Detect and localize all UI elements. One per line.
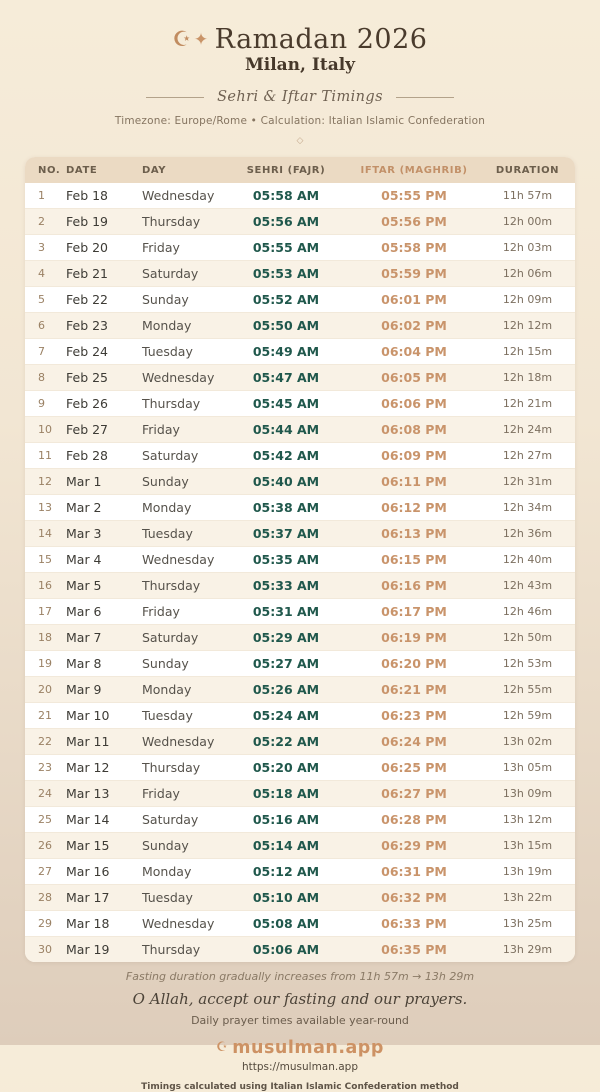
table-row xyxy=(25,365,575,391)
timings-card xyxy=(25,157,575,962)
cell-row-number: 15 xyxy=(25,547,66,573)
cell-row-number: 11 xyxy=(25,443,66,469)
cell-row-number: 13 xyxy=(25,495,66,521)
cell-sehri-time: 05:22 AM xyxy=(224,729,348,755)
cell-row-number: 18 xyxy=(25,625,66,651)
calculation-disclaimer: Timings calculated using Italian Islamic Confederation method xyxy=(141,1082,459,1092)
cell-date: Mar 17 xyxy=(66,885,142,911)
table-row xyxy=(25,937,575,963)
cell-sehri-time: 05:50 AM xyxy=(224,313,348,339)
cell-row-number: 25 xyxy=(25,807,66,833)
cell-sehri-time: 05:18 AM xyxy=(224,781,348,807)
fasting-duration-note: Fasting duration gradually increases from 11h 57m → 13h 29m xyxy=(125,970,475,983)
page-title: Ramadan 2026 xyxy=(214,24,428,55)
cell-iftar-time: 06:01 PM xyxy=(348,287,480,313)
table-row xyxy=(25,209,575,235)
cell-row-number: 29 xyxy=(25,911,66,937)
cell-date: Feb 27 xyxy=(66,417,142,443)
cell-iftar-time: 06:17 PM xyxy=(348,599,480,625)
cell-day: Tuesday xyxy=(142,703,224,729)
col-header-no: NO. xyxy=(25,157,66,183)
cell-iftar-time: 06:24 PM xyxy=(348,729,480,755)
cell-duration: 12h 34m xyxy=(480,495,575,521)
cell-date: Feb 23 xyxy=(66,313,142,339)
table-row xyxy=(25,703,575,729)
cell-date: Mar 6 xyxy=(66,599,142,625)
brand-name: musulman.app xyxy=(232,1038,384,1058)
cell-duration: 13h 22m xyxy=(480,885,575,911)
cell-duration: 12h 27m xyxy=(480,443,575,469)
table-row xyxy=(25,781,575,807)
brand-url-link[interactable]: https://musulman.app xyxy=(242,1061,358,1073)
cell-duration: 12h 24m xyxy=(480,417,575,443)
cell-duration: 12h 55m xyxy=(480,677,575,703)
cell-date: Mar 7 xyxy=(66,625,142,651)
cell-iftar-time: 06:02 PM xyxy=(348,313,480,339)
cell-date: Mar 19 xyxy=(66,937,142,963)
cell-iftar-time: 06:08 PM xyxy=(348,417,480,443)
page-title-row xyxy=(0,24,600,55)
cell-sehri-time: 05:55 AM xyxy=(224,235,348,261)
cell-day: Wednesday xyxy=(142,188,215,203)
timings-table-head xyxy=(25,157,575,183)
table-row xyxy=(25,677,575,703)
table-row xyxy=(25,729,575,755)
cell-date: Feb 22 xyxy=(66,287,142,313)
cell-day: Saturday xyxy=(142,807,224,833)
cell-iftar-time: 06:13 PM xyxy=(348,521,480,547)
cell-day: Saturday xyxy=(142,443,224,469)
cell-date: Mar 3 xyxy=(66,521,142,547)
cell-duration: 12h 15m xyxy=(480,339,575,365)
cell-date: Mar 2 xyxy=(66,495,142,521)
cell-date: Mar 18 xyxy=(66,911,142,937)
cell-sehri-time: 05:31 AM xyxy=(224,599,348,625)
cell-day: Saturday xyxy=(142,625,224,651)
cell-sehri-time: 05:49 AM xyxy=(224,339,348,365)
cell-day: Friday xyxy=(142,417,224,443)
cell-row-number: 17 xyxy=(25,599,66,625)
cell-iftar-time: 06:28 PM xyxy=(348,807,480,833)
cell-iftar-time: 05:58 PM xyxy=(348,235,480,261)
cell-iftar-time: 06:33 PM xyxy=(348,911,480,937)
section-heading-row xyxy=(0,89,600,105)
cell-iftar-time: 06:09 PM xyxy=(348,443,480,469)
cell-sehri-time: 05:16 AM xyxy=(224,807,348,833)
cell-iftar-time: 06:31 PM xyxy=(348,859,480,885)
cell-date: Mar 13 xyxy=(66,781,142,807)
cell-sehri-time: 05:58 AM xyxy=(252,188,320,203)
cell-duration: 13h 25m xyxy=(480,911,575,937)
cell-day: Thursday xyxy=(142,209,224,235)
cell-duration: 12h 06m xyxy=(480,261,575,287)
cell-iftar-time: 06:20 PM xyxy=(348,651,480,677)
cell-date: Mar 16 xyxy=(66,859,142,885)
cell-iftar-time: 06:23 PM xyxy=(348,703,480,729)
crescent-moon-icon: ☪ xyxy=(172,27,192,51)
cell-sehri-time: 05:40 AM xyxy=(224,469,348,495)
cell-date: Feb 26 xyxy=(66,391,142,417)
cell-day: Sunday xyxy=(142,651,224,677)
table-row xyxy=(25,261,575,287)
cell-date: Feb 24 xyxy=(66,339,142,365)
cell-row-number: 7 xyxy=(25,339,66,365)
cell-iftar-time: 06:35 PM xyxy=(348,937,480,963)
cell-sehri-time: 05:53 AM xyxy=(224,261,348,287)
cell-iftar-time: 06:05 PM xyxy=(348,365,480,391)
cell-day: Friday xyxy=(142,235,224,261)
cell-sehri-time: 05:26 AM xyxy=(224,677,348,703)
cell-row-number: 16 xyxy=(25,573,66,599)
cell-iftar-time: 06:29 PM xyxy=(348,833,480,859)
cell-day: Monday xyxy=(142,495,224,521)
cell-sehri-time: 05:12 AM xyxy=(224,859,348,885)
cell-day: Friday xyxy=(142,781,224,807)
table-row xyxy=(25,885,575,911)
cell-day: Wednesday xyxy=(142,911,224,937)
cell-row-number: 5 xyxy=(25,287,66,313)
cell-iftar-time: 05:59 PM xyxy=(348,261,480,287)
cell-iftar-time: 06:16 PM xyxy=(348,573,480,599)
diamond-divider-icon: ◇ xyxy=(296,136,304,146)
cell-duration: 12h 03m xyxy=(480,235,575,261)
cell-date: Mar 8 xyxy=(66,651,142,677)
page-footer xyxy=(0,970,600,1092)
cell-duration: 12h 50m xyxy=(480,625,575,651)
table-row xyxy=(25,859,575,885)
cell-day: Thursday xyxy=(142,573,224,599)
cell-date: Mar 5 xyxy=(66,573,142,599)
cell-iftar-time: 06:19 PM xyxy=(348,625,480,651)
cell-duration: 13h 12m xyxy=(480,807,575,833)
cell-sehri-time: 05:52 AM xyxy=(224,287,348,313)
table-row xyxy=(25,443,575,469)
table-row xyxy=(25,287,575,313)
cell-date: Mar 12 xyxy=(66,755,142,781)
table-row xyxy=(25,417,575,443)
cell-iftar-time: 06:25 PM xyxy=(348,755,480,781)
cell-row-number: 28 xyxy=(25,885,66,911)
cell-day: Wednesday xyxy=(142,365,224,391)
cell-sehri-time: 05:24 AM xyxy=(224,703,348,729)
cell-date: Mar 11 xyxy=(66,729,142,755)
cell-iftar-time: 06:04 PM xyxy=(348,339,480,365)
sparkle-icon: ✦ xyxy=(193,30,209,50)
table-row xyxy=(25,495,575,521)
cell-sehri-time: 05:06 AM xyxy=(224,937,348,963)
section-label: Sehri & Iftar Timings xyxy=(217,89,383,105)
cell-row-number: 19 xyxy=(25,651,66,677)
cell-duration: 12h 46m xyxy=(480,599,575,625)
cell-duration: 12h 59m xyxy=(480,703,575,729)
table-row xyxy=(25,521,575,547)
cell-day: Saturday xyxy=(142,261,224,287)
cell-duration: 12h 31m xyxy=(480,469,575,495)
cell-row-number: 9 xyxy=(25,391,66,417)
cell-duration: 12h 43m xyxy=(480,573,575,599)
cell-row-number: 4 xyxy=(25,261,66,287)
cell-duration: 12h 53m xyxy=(480,651,575,677)
cell-duration: 12h 12m xyxy=(480,313,575,339)
timings-table-body xyxy=(25,183,575,962)
table-row xyxy=(25,599,575,625)
cell-day: Wednesday xyxy=(142,729,224,755)
cell-row-number: 8 xyxy=(25,365,66,391)
cell-iftar-time: 06:12 PM xyxy=(348,495,480,521)
page-header xyxy=(0,0,600,146)
cell-iftar-time: 05:56 PM xyxy=(348,209,480,235)
cell-row-number: 1 xyxy=(38,189,45,202)
table-row xyxy=(25,391,575,417)
cell-duration: 13h 09m xyxy=(480,781,575,807)
table-row xyxy=(25,469,575,495)
table-row xyxy=(25,235,575,261)
decorative-rule-right xyxy=(396,97,454,98)
cell-day: Thursday xyxy=(142,937,224,963)
cell-sehri-time: 05:14 AM xyxy=(224,833,348,859)
cell-iftar-time: 06:11 PM xyxy=(348,469,480,495)
cell-sehri-time: 05:38 AM xyxy=(224,495,348,521)
cell-day: Tuesday xyxy=(142,885,224,911)
col-header-duration: DURATION xyxy=(480,157,575,183)
cell-iftar-time: 06:06 PM xyxy=(348,391,480,417)
cell-row-number: 20 xyxy=(25,677,66,703)
cell-duration: 13h 29m xyxy=(480,937,575,963)
cell-date: Feb 21 xyxy=(66,261,142,287)
cell-row-number: 30 xyxy=(25,937,66,963)
dua-quote: O Allah, accept our fasting and our prayers. xyxy=(132,990,468,1008)
table-row xyxy=(25,833,575,859)
cell-sehri-time: 05:29 AM xyxy=(224,625,348,651)
header-row xyxy=(25,157,575,183)
cell-row-number: 14 xyxy=(25,521,66,547)
brand-row xyxy=(0,1038,600,1058)
cell-date: Mar 10 xyxy=(66,703,142,729)
cell-duration: 13h 05m xyxy=(480,755,575,781)
table-row xyxy=(25,625,575,651)
cell-duration: 12h 36m xyxy=(480,521,575,547)
cell-sehri-time: 05:10 AM xyxy=(224,885,348,911)
table-row xyxy=(25,911,575,937)
table-row xyxy=(25,573,575,599)
cell-day: Sunday xyxy=(142,287,224,313)
col-header-sehri: SEHRI (FAJR) xyxy=(224,157,348,183)
table-row xyxy=(25,547,575,573)
cell-date: Mar 4 xyxy=(66,547,142,573)
cell-date: Mar 9 xyxy=(66,677,142,703)
cell-day: Monday xyxy=(142,677,224,703)
cell-duration: 11h 57m xyxy=(502,189,553,202)
location-subtitle: Milan, Italy xyxy=(244,55,356,75)
col-header-date: DATE xyxy=(66,157,142,183)
cell-date: Mar 14 xyxy=(66,807,142,833)
cell-row-number: 26 xyxy=(25,833,66,859)
timings-table xyxy=(25,157,575,962)
cell-row-number: 12 xyxy=(25,469,66,495)
table-row xyxy=(25,755,575,781)
cell-row-number: 23 xyxy=(25,755,66,781)
cell-sehri-time: 05:33 AM xyxy=(224,573,348,599)
cell-sehri-time: 05:42 AM xyxy=(224,443,348,469)
cell-sehri-time: 05:44 AM xyxy=(224,417,348,443)
cell-date: Feb 20 xyxy=(66,235,142,261)
cell-day: Tuesday xyxy=(142,339,224,365)
cell-iftar-time: 06:32 PM xyxy=(348,885,480,911)
cell-date: Feb 25 xyxy=(66,365,142,391)
decorative-rule-left xyxy=(146,97,204,98)
cell-row-number: 27 xyxy=(25,859,66,885)
cell-day: Tuesday xyxy=(142,521,224,547)
cell-duration: 12h 21m xyxy=(480,391,575,417)
cell-sehri-time: 05:35 AM xyxy=(224,547,348,573)
cell-iftar-time: 06:15 PM xyxy=(348,547,480,573)
cell-row-number: 3 xyxy=(25,235,66,261)
cell-sehri-time: 05:37 AM xyxy=(224,521,348,547)
cell-day: Sunday xyxy=(142,469,224,495)
cell-duration: 12h 18m xyxy=(480,365,575,391)
table-row xyxy=(25,651,575,677)
cell-duration: 12h 00m xyxy=(480,209,575,235)
col-header-iftar: IFTAR (MAGHRIB) xyxy=(348,157,480,183)
cell-sehri-time: 05:20 AM xyxy=(224,755,348,781)
cell-row-number: 2 xyxy=(25,209,66,235)
cell-day: Monday xyxy=(142,859,224,885)
cell-iftar-time: 05:55 PM xyxy=(381,188,447,203)
cell-date: Mar 1 xyxy=(66,469,142,495)
availability-note: Daily prayer times available year-round xyxy=(191,1014,409,1027)
brand-crescent-icon: ☪ xyxy=(216,1040,229,1055)
cell-date: Feb 19 xyxy=(66,209,142,235)
cell-duration: 12h 09m xyxy=(480,287,575,313)
timezone-calculation-meta: Timezone: Europe/Rome • Calculation: Italian Islamic Confederation xyxy=(114,115,486,127)
cell-iftar-time: 06:21 PM xyxy=(348,677,480,703)
cell-row-number: 10 xyxy=(25,417,66,443)
cell-row-number: 21 xyxy=(25,703,66,729)
table-row xyxy=(25,313,575,339)
cell-iftar-time: 06:27 PM xyxy=(348,781,480,807)
cell-day: Sunday xyxy=(142,833,224,859)
cell-day: Monday xyxy=(142,313,224,339)
cell-date: Feb 18 xyxy=(66,188,109,203)
cell-row-number: 24 xyxy=(25,781,66,807)
cell-row-number: 6 xyxy=(25,313,66,339)
cell-sehri-time: 05:45 AM xyxy=(224,391,348,417)
cell-duration: 12h 40m xyxy=(480,547,575,573)
table-row xyxy=(25,807,575,833)
cell-day: Wednesday xyxy=(142,547,224,573)
cell-sehri-time: 05:08 AM xyxy=(224,911,348,937)
table-row xyxy=(25,339,575,365)
cell-sehri-time: 05:27 AM xyxy=(224,651,348,677)
cell-duration: 13h 15m xyxy=(480,833,575,859)
cell-day: Thursday xyxy=(142,755,224,781)
cell-sehri-time: 05:47 AM xyxy=(224,365,348,391)
cell-sehri-time: 05:56 AM xyxy=(224,209,348,235)
cell-duration: 13h 19m xyxy=(480,859,575,885)
col-header-day: DAY xyxy=(142,157,224,183)
cell-day: Friday xyxy=(142,599,224,625)
cell-duration: 13h 02m xyxy=(480,729,575,755)
cell-date: Mar 15 xyxy=(66,833,142,859)
cell-date: Feb 28 xyxy=(66,443,142,469)
cell-day: Thursday xyxy=(142,391,224,417)
cell-row-number: 22 xyxy=(25,729,66,755)
table-row xyxy=(25,183,575,209)
